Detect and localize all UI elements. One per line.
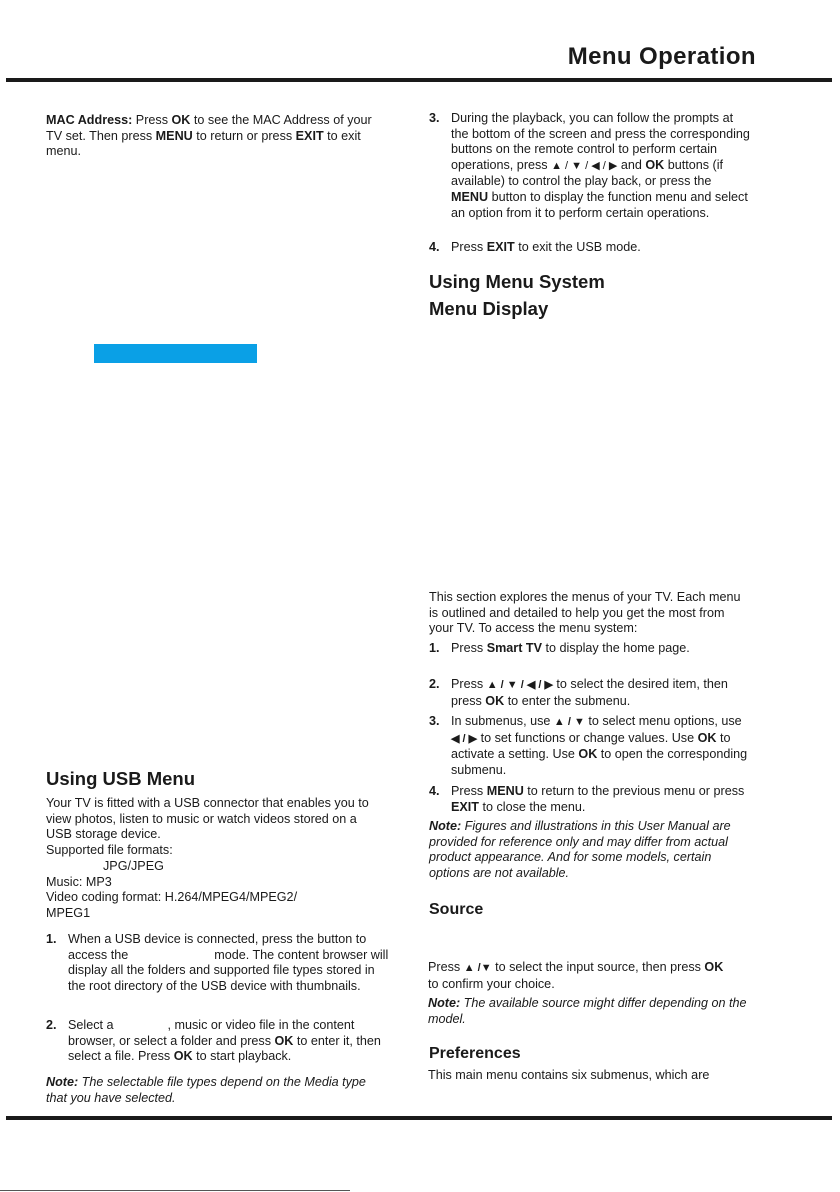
mac-address-paragraph: MAC Address: Press OK to see the MAC Address of your TV set. Then press MENU to return or press EXIT to exit menu. bbox=[46, 113, 372, 159]
usb-step-4: 4. Press EXIT to exit the USB mode. bbox=[429, 240, 641, 254]
music-format: Music: MP3 bbox=[46, 875, 112, 889]
photo-format: JPG/JPEG bbox=[103, 859, 164, 873]
source-note: Note: The available source might differ depending on the model. bbox=[428, 996, 747, 1026]
usb-intro: Your TV is fitted with a USB connector that enables you to view photos, listen to music or watch videos stored on a USB storage device. bbox=[46, 796, 369, 842]
formats-label: Supported file formats: bbox=[46, 843, 173, 857]
menu-intro: This section explores the menus of your TV. Each menu is outlined and detailed to help you get the most from your TV. To access the menu system: bbox=[429, 590, 741, 636]
usb-step-2: 2. Select a , music or video file in the content browser, or select a folder and press OK to enter it, then select a file. Press OK to start playback. bbox=[46, 1018, 381, 1064]
arrow-keys-icon: ▲ / ▼ / ◀ / ▶ bbox=[551, 159, 618, 172]
up-down-icon: ▲ / ▼ bbox=[553, 716, 585, 728]
usb-heading: Using USB Menu bbox=[46, 768, 196, 789]
usb-note: Note: The selectable file types depend on the Media type that you have selected. bbox=[46, 1075, 366, 1105]
menu-display-heading: Menu Display bbox=[429, 298, 549, 319]
menu-step-3: 3. In submenus, use ▲ / ▼ to select menu options, use ◀ / ▶ to set functions or change values. Use OK to activate a setting. Use OK to open the corresponding submenu. bbox=[429, 714, 748, 777]
menu-step-4: 4. Press MENU to return to the previous menu or press EXIT to close the menu. bbox=[429, 784, 745, 814]
source-heading: Source bbox=[429, 901, 484, 918]
usb-step-3: 3. During the playback, you can follow the prompts at the bottom of the screen and press the corresponding buttons on the remote control to perform certain operations, press ▲ / ▼ / ◀ / ▶ and OK buttons (if available) to control the play back, or press the MENU button to display the function menu and select an option from it to perform certain operations. bbox=[429, 111, 750, 220]
menu-system-heading: Using Menu System bbox=[429, 271, 605, 292]
menu-step-2: 2. Press ▲ / ▼ / ◀ / ▶ to select the desired item, then press OK to enter the submenu. bbox=[429, 677, 728, 708]
page-title: Menu Operation bbox=[567, 43, 756, 70]
usb-step-1: 1. When a USB device is connected, press the button to access the mode. The content browser will display all the folders and supported file types stored in the root directory of the USB device with thumbnails. bbox=[46, 932, 389, 993]
header-rule bbox=[6, 78, 832, 82]
menu-note: Note: Figures and illustrations in this User Manual are provided for reference only and may differ from actual product appearance. And for some models, certain options are not available. bbox=[429, 819, 731, 880]
highlight-bar bbox=[94, 344, 257, 363]
footer-rule bbox=[6, 1116, 832, 1120]
crop-line bbox=[0, 1190, 350, 1191]
menu-step-1: 1. Press Smart TV to display the home page. bbox=[429, 641, 690, 655]
mac-label: MAC Address: bbox=[46, 113, 133, 127]
up-down-icon: ▲ /▼ bbox=[463, 962, 492, 974]
source-text: Press ▲ /▼ to select the input source, then press OK to confirm your choice. bbox=[428, 960, 724, 991]
video-format: Video coding format: H.264/MPEG4/MPEG2/ MPEG1 bbox=[46, 890, 298, 920]
preferences-heading: Preferences bbox=[429, 1045, 521, 1062]
arrow-keys-icon: ▲ / ▼ / ◀ / ▶ bbox=[486, 679, 553, 691]
left-right-icon: ◀ / ▶ bbox=[451, 732, 478, 745]
preferences-text: This main menu contains six submenus, which are bbox=[428, 1068, 710, 1082]
